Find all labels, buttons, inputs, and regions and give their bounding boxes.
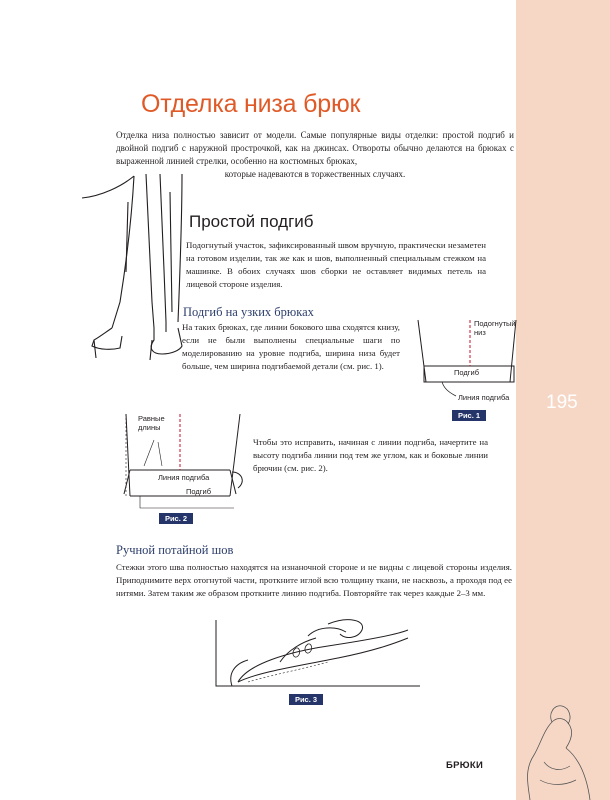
fig3-caption: Рис. 3 bbox=[289, 694, 323, 705]
figure-3-diagram bbox=[208, 612, 428, 692]
subsection-text-narrow: На таких брюках, где линии бокового шва сходятся книзу, если не были выполнены специальные шаги по моделированию на уровне подгиба, ширина низа будет больше, чем ширина подгибаемой детали (см. рис. 1). bbox=[182, 322, 400, 371]
page-number: 195 bbox=[546, 392, 578, 413]
fig1-caption: Рис. 1 bbox=[452, 410, 486, 421]
subsection-text-blind: Стежки этого шва полностью находятся на изнаночной стороне и не видны с лицевой стороны изделия. Приподнимите верх отогнутой части, проткните иглой всю толщину ткани, не насквозь, а проходя под ее нитями. Затем таким же образом проткните линию подгиба. Повторяйте так через каждые 2–3 мм. bbox=[116, 562, 512, 598]
fig1-label-hem-line: Линия подгиба bbox=[458, 393, 510, 402]
fig2-label-equal: Равные длины bbox=[138, 414, 165, 432]
intro-text: Отделка низа полностью зависит от модели. Самые популярные виды отделки: простой подгиб и двойной подгиб с наружной прострочкой, как на джинсах. Отвороты обычно делаются на брюках с выраженной линией стрелки, особенно на костюмных брюках, bbox=[116, 130, 514, 166]
fig2-caption: Рис. 2 bbox=[159, 513, 193, 524]
intro-text-last: которые надеваются в торжественных случаях. bbox=[224, 169, 406, 179]
fig1-label-finished-hem: Подогнутый низ bbox=[474, 319, 516, 337]
fig2-label-hem-line: Линия подгиба bbox=[158, 473, 210, 482]
running-footer: БРЮКИ bbox=[446, 760, 484, 771]
subsection-heading-blind: Ручной потайной шов bbox=[116, 543, 234, 557]
subsection-heading-narrow: Подгиб на узких брюках bbox=[183, 305, 314, 319]
trousers-legs-illustration bbox=[82, 172, 192, 372]
fig1-label-hem: Подгиб bbox=[454, 368, 479, 377]
fix-text: Чтобы это исправить, начиная с линии подгиба, начертите на высоту подгиба линии под тем же углом, как и боковые линии брючин (см. рис. 2). bbox=[253, 437, 488, 473]
figure-sketch-icon bbox=[500, 700, 610, 800]
page-title: Отделка низа брюк bbox=[141, 90, 361, 118]
section-text-simple-hem: Подогнутый участок, зафиксированный швом вручную, практически незаметен на готовом изделии, так же как и шов, выполненный специальным стежком на машинке. В обоих случаях шов сборки не оставляет видимых петель на лицевой стороне изделия. bbox=[186, 240, 486, 289]
fig2-label-hem: Подгиб bbox=[186, 487, 211, 496]
section-heading-simple-hem: Простой подгиб bbox=[189, 212, 314, 231]
